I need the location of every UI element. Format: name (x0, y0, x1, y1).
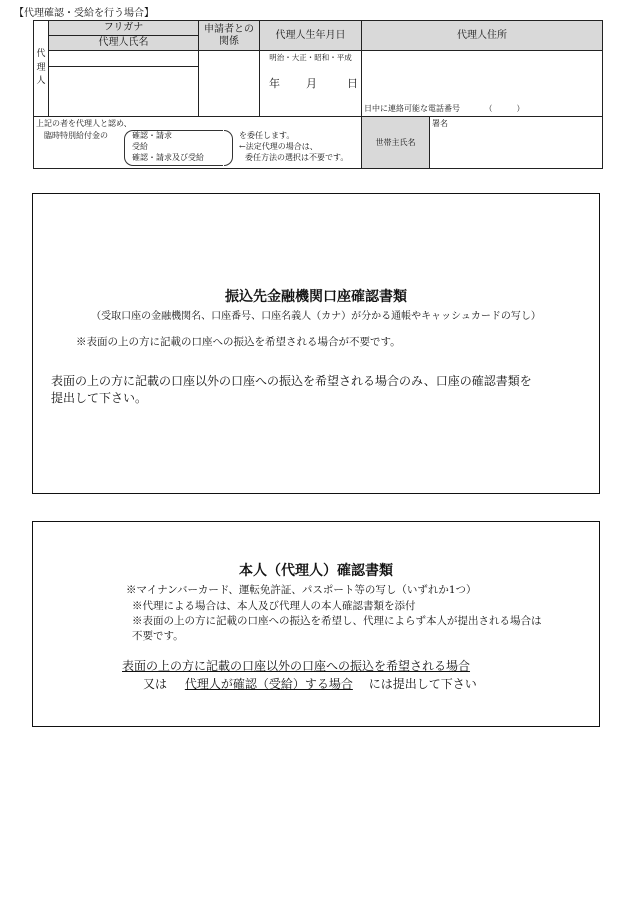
relation-label: 申請者との 関係 (199, 21, 260, 51)
householder-label: 世帯主氏名 (362, 117, 430, 169)
id-box-tail: には提出して下さい (368, 677, 477, 691)
bank-box-note: ※表面の上の方に記載の口座への振込を希望される場合が不要です。 (76, 336, 401, 348)
id-box-agent: 代理人が確認（受給）する場合 (184, 677, 353, 691)
address-label: 代理人住所 (362, 21, 603, 51)
signature-label: 署名 (432, 119, 448, 128)
month-unit: 月 (306, 77, 317, 90)
identity-document-box (32, 521, 600, 727)
relation-field[interactable] (199, 51, 260, 117)
birth-label: 代理人生年月日 (260, 21, 362, 51)
phone-label: 日中に連絡可能な電話番号 (364, 104, 460, 114)
options-bracket-right (224, 130, 233, 166)
id-box-or: 又は (143, 677, 168, 691)
delegation-cell (34, 117, 362, 169)
entrust-text: を委任します。 (239, 131, 295, 140)
delegation-line2: 臨時特別給付金の (44, 131, 108, 140)
furigana-field[interactable] (49, 51, 199, 67)
option-receive[interactable]: 受給 (132, 142, 148, 151)
bank-box-body-2: 提出して下さい。 (51, 391, 148, 405)
furigana-label: フリガナ (49, 21, 199, 36)
legal-note-1: ←法定代理の場合は、 (239, 142, 318, 151)
id-box-note-1: ※マイナンバーカード、運転免許証、パスポート等の写し（いずれか1つ） (126, 584, 477, 596)
id-box-title: 本人（代理人）確認書類 (239, 563, 393, 579)
name-field[interactable] (49, 67, 199, 117)
option-both[interactable]: 確認・請求及び受給 (132, 153, 204, 162)
legal-note-2: 委任方法の選択は不要です。 (245, 153, 349, 162)
section-title: 【代理確認・受給を行う場合】 (14, 8, 154, 19)
id-box-body-1: 表面の上の方に記載の口座以外の口座への振込を希望される場合 (122, 659, 471, 673)
delegation-line1: 上記の者を代理人と認め、 (36, 119, 132, 128)
birth-field[interactable] (260, 51, 362, 117)
bank-document-box (32, 193, 600, 494)
id-box-note-2: ※代理による場合は、本人及び代理人の本人確認書類を添付 (132, 600, 416, 612)
proxy-side-label: 代 理 人 (34, 21, 49, 117)
proxy-form-table (33, 20, 603, 169)
day-unit: 日 (347, 77, 358, 90)
bank-box-body-1: 表面の上の方に記載の口座以外の口座への振込を希望される場合のみ、口座の確認書類を (51, 374, 532, 388)
signature-field[interactable] (430, 117, 603, 169)
phone-paren: （ ） (484, 104, 525, 114)
year-unit: 年 (269, 77, 280, 90)
id-box-body-2 (143, 675, 477, 692)
bank-box-subtitle: （受取口座の金融機関名、口座番号、口座名義人（カナ）が分かる通帳やキャッシュカードの写し） (91, 311, 541, 322)
era-options: 明治・大正・昭和・平成 (269, 53, 352, 62)
id-box-note-3: ※表面の上の方に記載の口座への振込を希望し、代理によらず本人が提出される場合は (132, 615, 542, 627)
address-field[interactable] (362, 51, 603, 117)
bank-box-title: 振込先金融機関口座確認書類 (225, 289, 407, 305)
option-confirm[interactable]: 確認・請求 (132, 131, 172, 140)
name-label: 代理人氏名 (49, 36, 199, 51)
id-box-note-3b: 不要です。 (132, 630, 184, 642)
